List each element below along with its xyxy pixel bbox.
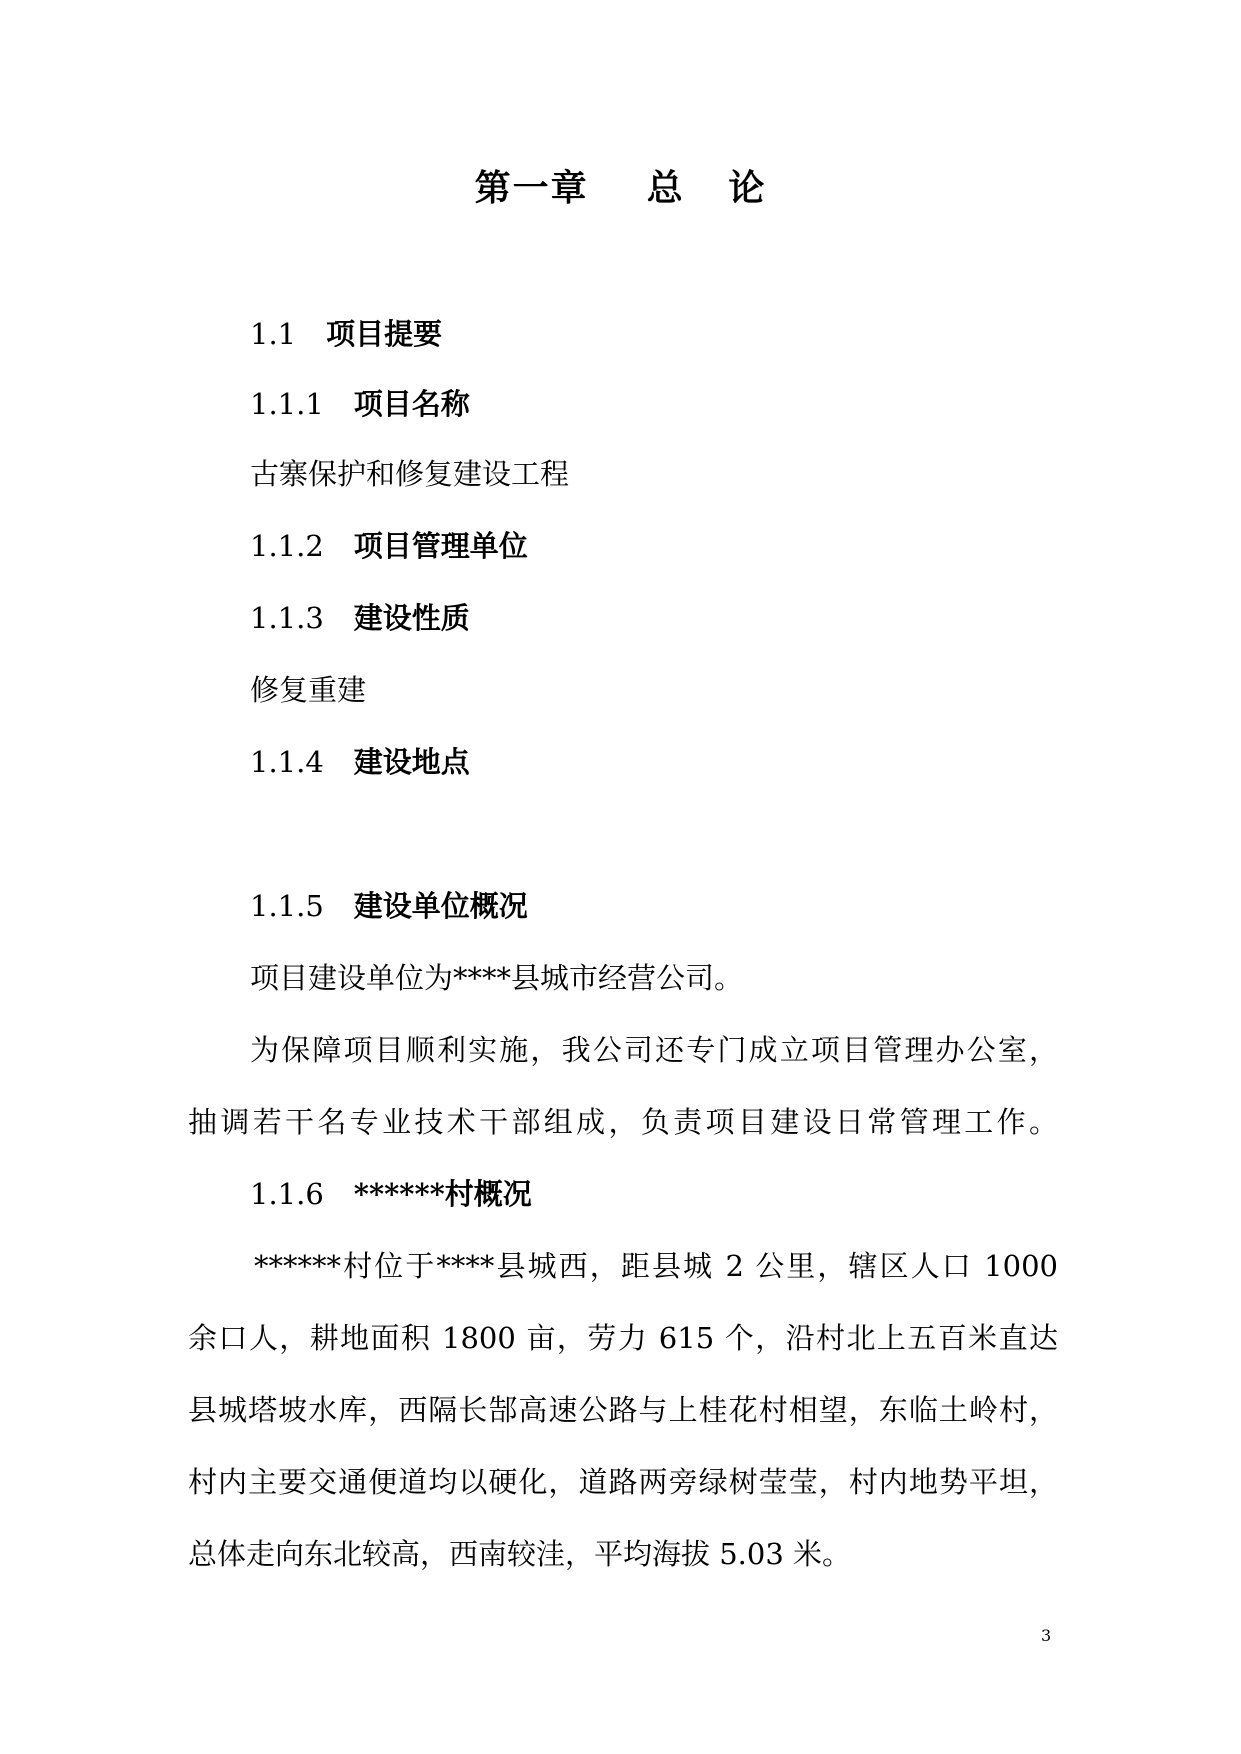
paragraph-line: ******村位于****县城西，距县城 2 公里，辖区人口 1000 [254,1249,1058,1283]
section-heading-1-1-6 [250,1172,532,1213]
section-title: 项目名称 [353,387,470,421]
section-number: 1.1.2 [250,529,324,563]
section-heading-1-1-1 [250,382,470,423]
section-heading-1-1-5 [250,884,528,925]
page-number: 3 [1041,1626,1052,1645]
builder-unit-text: 项目建设单位为****县城市经营公司。 [250,961,744,995]
project-name-text: 古寨保护和修复建设工程 [250,457,570,491]
section-number: 1.1.4 [250,745,324,779]
section-heading-1-1 [250,312,442,353]
section-title: 项目管理单位 [353,529,528,563]
section-number: 1.1.6 [250,1177,324,1211]
section-number: 1.1.1 [250,387,324,421]
paragraph-line: 为保障项目顺利实施，我公司还专门成立项目管理办公室， [250,1033,1058,1067]
section-number: 1.1 [250,317,297,351]
section-title: ******村概况 [353,1177,532,1211]
construction-nature-text: 修复重建 [250,673,367,707]
paragraph-line: 抽调若干名专业技术干部组成，负责项目建设日常管理工作。 [188,1105,1058,1139]
section-number: 1.1.5 [250,889,324,923]
section-title: 建设地点 [353,745,470,779]
section-title: 建设性质 [353,601,470,635]
paragraph-line: 县城塔坡水库，西隔长郜高速公路与上桂花村相望，东临土岭村， [188,1393,1058,1427]
section-heading-1-1-3 [250,596,470,637]
paragraph-line: 余口人，耕地面积 1800 亩，劳力 615 个，沿村北上五百米直达 [188,1321,1058,1355]
section-heading-1-1-2 [250,524,528,565]
paragraph-line: 总体走向东北较高，西南较洼，平均海拔 5.03 米。 [188,1537,852,1571]
section-title: 项目提要 [326,317,443,351]
section-heading-1-1-4 [250,740,470,781]
section-title: 建设单位概况 [353,889,528,923]
section-number: 1.1.3 [250,601,324,635]
paragraph-line: 村内主要交通便道均以硬化，道路两旁绿树莹莹，村内地势平坦， [188,1465,1058,1499]
chapter-title: 第一章 总 论 [474,167,767,209]
